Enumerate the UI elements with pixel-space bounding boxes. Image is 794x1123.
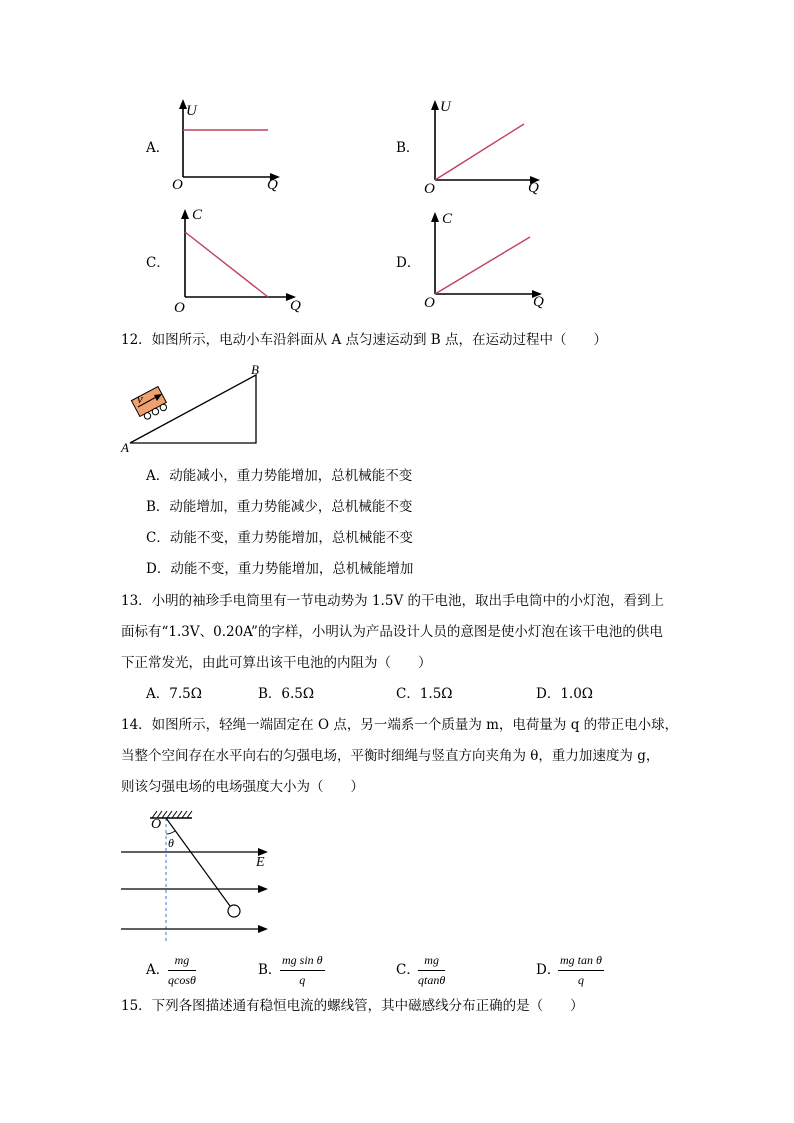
q12-option-c: C．动能不变，重力势能增加，总机械能不变	[146, 530, 413, 546]
x-axis-label: Q	[528, 180, 539, 196]
origin-label: O	[172, 177, 183, 193]
y-axis-label: C	[192, 207, 203, 223]
y-axis-label: U	[186, 103, 197, 119]
denominator: qtanθ	[418, 973, 446, 987]
y-axis-label: U	[440, 99, 451, 115]
angle-label: θ	[168, 836, 174, 850]
velocity-label: v	[137, 391, 143, 406]
origin-label: O	[424, 295, 435, 311]
ball-icon	[228, 905, 240, 917]
q14-stem-line1: 14．如图所示，轻绳一端固定在 O 点，另一端系一个质量为 m，电荷量为 q 的带正电小球，	[121, 717, 679, 733]
numerator: mg sin θ	[280, 953, 325, 971]
q13-stem-line1: 13．小明的袖珍手电筒里有一节电动势为 1.5V 的干电池，取出手电筒中的小灯泡，看到上	[121, 593, 664, 609]
q13-option-a: A．7.5Ω	[146, 686, 202, 702]
q13-option-b: B．6.5Ω	[258, 686, 315, 702]
y-axis-label: C	[442, 211, 453, 227]
q15-stem: 15．下列各图描述通有稳恒电流的螺线管，其中磁感线分布正确的是（ ）	[121, 998, 584, 1014]
q14-option-b-fraction	[280, 953, 325, 988]
option-label: D．	[396, 255, 421, 271]
q14-option-b-label: B．	[258, 962, 282, 978]
q14-stem-line3: 则该匀强电场的电场强度大小为（ ）	[121, 779, 364, 795]
point-b-label: B	[251, 362, 259, 377]
q12-option-d: D．动能不变，重力势能增加，总机械能增加	[146, 561, 414, 577]
q12-option-a: A．动能减小，重力势能增加，总机械能不变	[146, 468, 413, 484]
field-label: E	[256, 855, 265, 870]
denominator: q	[299, 973, 306, 987]
point-a-label: A	[121, 440, 129, 455]
q14-option-a-label: A．	[146, 962, 170, 978]
point-o-label: O	[151, 817, 162, 832]
numerator: mg	[168, 953, 196, 971]
denominator: qcosθ	[168, 973, 196, 987]
numerator: mg	[418, 953, 445, 971]
q13-option-d: D．1.0Ω	[536, 686, 593, 702]
origin-label: O	[174, 300, 185, 316]
q14-option-c-label: C．	[396, 962, 420, 978]
option-label: A．	[146, 140, 170, 156]
q14-stem-line2: 当整个空间存在水平向右的匀强电场，平衡时细绳与竖直方向夹角为 θ，重力加速度为 g，	[121, 748, 660, 764]
rope-line	[166, 818, 230, 906]
q14-option-a-fraction	[168, 953, 196, 988]
numerator: mg tan θ	[558, 953, 604, 971]
q13-option-c: C．1.5Ω	[396, 686, 453, 702]
q12-stem: 12．如图所示，电动小车沿斜面从 A 点匀速运动到 B 点，在运动过程中（ ）	[121, 332, 608, 348]
option-label: C．	[146, 255, 170, 271]
q13-stem-line2: 面标有“1.3V、0.20A”的字样，小明认为产品设计人员的意图是使小灯泡在该干电池的供电	[121, 624, 663, 640]
x-axis-label: Q	[290, 298, 301, 314]
q13-stem-line3: 下正常发光，由此可算出该干电池的内阻为（ ）	[121, 655, 432, 671]
q12-option-b: B．动能增加，重力势能减少，总机械能不变	[146, 499, 413, 515]
q14-option-d-fraction	[558, 953, 604, 988]
option-label: B．	[396, 140, 420, 156]
x-axis-label: Q	[533, 294, 544, 310]
q14-option-c-fraction	[418, 953, 445, 988]
q14-option-d-label: D．	[536, 962, 561, 978]
x-axis-label: Q	[267, 177, 278, 193]
denominator: q	[577, 973, 584, 987]
origin-label: O	[424, 181, 435, 197]
